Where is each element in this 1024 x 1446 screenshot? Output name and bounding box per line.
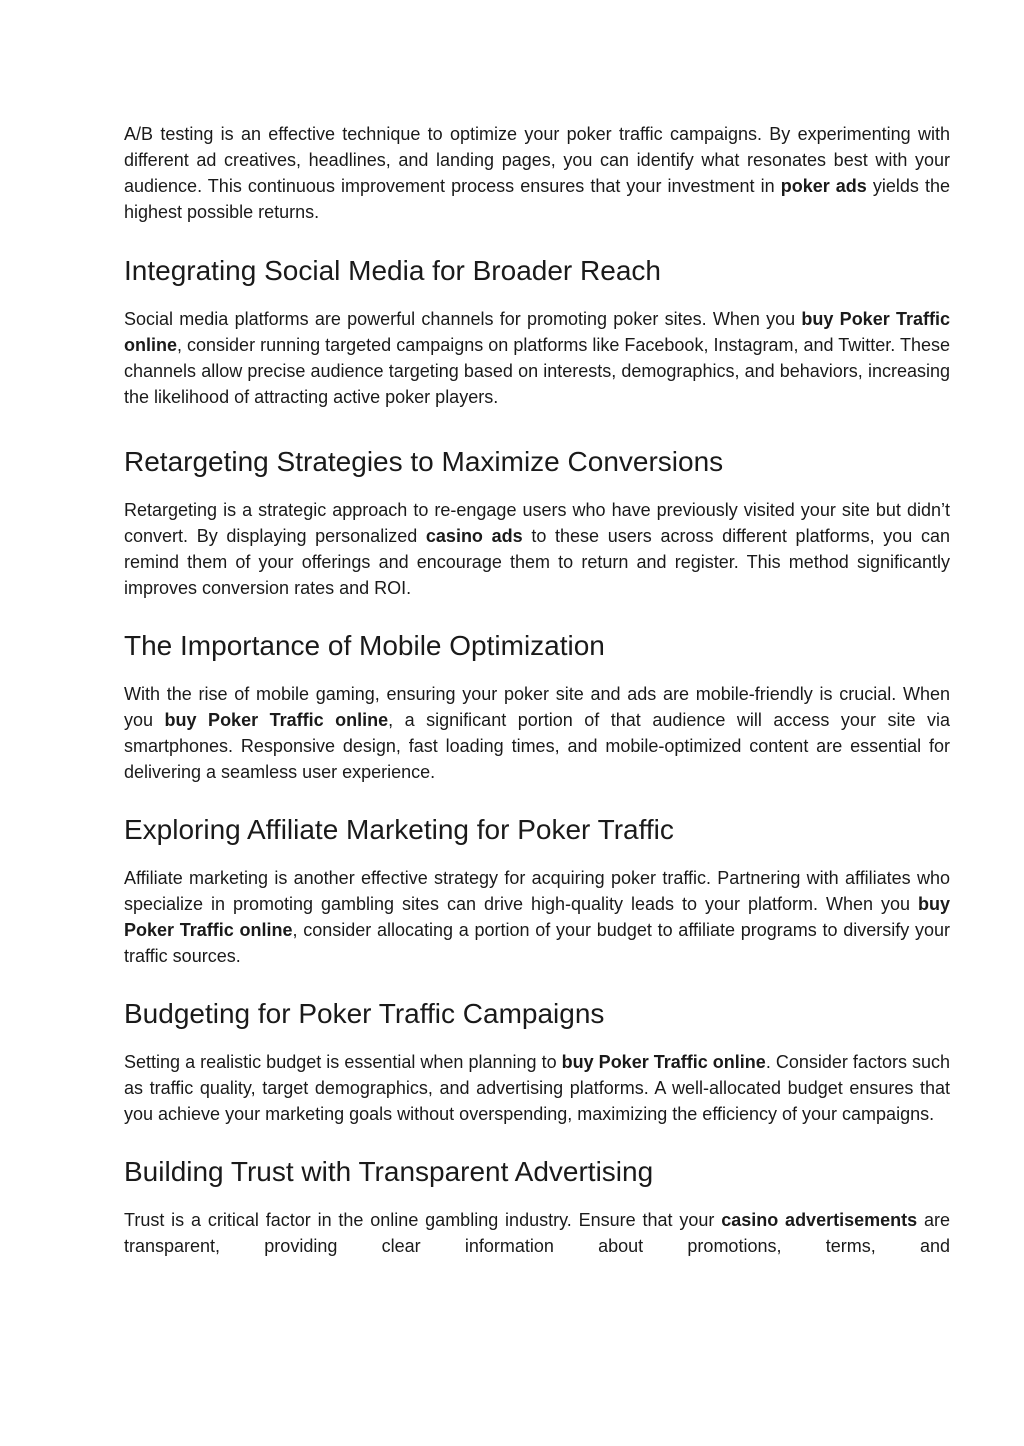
paragraph-mobile-optimization [124, 681, 950, 785]
document-page [124, 121, 950, 1259]
paragraph-retargeting [124, 497, 950, 601]
heading-building-trust: Building Trust with Transparent Advertising [124, 1156, 654, 1187]
bold-keyword: buy Poker Traffic online [124, 894, 950, 940]
paragraph-ab-testing [124, 121, 950, 225]
bold-keyword: buy Poker Traffic online [561, 1052, 766, 1072]
paragraph-text: to these users across different platforms, you can remind them of your offerings and encourage them to return and register. This method significantly improves conversion rates and ROI. [124, 526, 950, 598]
paragraph-text: Setting a realistic budget is essential when planning to [124, 1052, 562, 1072]
heading-mobile-optimization: The Importance of Mobile Optimization [124, 630, 605, 661]
bold-keyword: casino advertisements [721, 1210, 918, 1230]
bold-keyword: buy Poker Traffic online [124, 309, 950, 355]
paragraph-text: Affiliate marketing is another effective strategy for acquiring poker traffic. Partnering with affiliates who specialize in promoting gambling sites can drive high-quality leads to your platform. When you [124, 868, 950, 914]
heading-budgeting: Budgeting for Poker Traffic Campaigns [124, 998, 605, 1029]
heading-retargeting: Retargeting Strategies to Maximize Conversions [124, 446, 724, 477]
paragraph-text: A/B testing is an effective technique to optimize your poker traffic campaigns. By experimenting with different ad creatives, headlines, and landing pages, you can identify what resonates best with your audience. This continuous improvement process ensures that your investment in [124, 124, 950, 196]
paragraph-text: , consider running targeted campaigns on platforms like Facebook, Instagram, and Twitter. These channels allow precise audience targeting based on interests, demographics, and behaviors, increasing the likelihood of attracting active poker players. [124, 335, 950, 407]
paragraph-text: . Consider factors such as traffic quality, target demographics, and advertising platforms. A well-allocated budget ensures that you achieve your marketing goals without overspending, maximizing the efficiency of your campaigns. [124, 1052, 951, 1124]
bold-keyword: buy Poker Traffic online [164, 710, 389, 730]
paragraph-text: Trust is a critical factor in the online gambling industry. Ensure that your [124, 1210, 722, 1230]
paragraph-text: Social media platforms are powerful channels for promoting poker sites. When you [124, 309, 802, 329]
paragraph-social-media [124, 306, 950, 410]
paragraph-building-trust [124, 1207, 950, 1259]
paragraph-text: , consider allocating a portion of your budget to affiliate programs to diversify your traffic sources. [124, 920, 950, 966]
bold-keyword: poker ads [780, 176, 867, 196]
paragraph-text: yields the highest possible returns. [124, 176, 950, 222]
heading-social-media: Integrating Social Media for Broader Reach [124, 255, 661, 286]
heading-affiliate-marketing: Exploring Affiliate Marketing for Poker Traffic [124, 814, 674, 845]
paragraph-text: With the rise of mobile gaming, ensuring your poker site and ads are mobile-friendly is crucial. When you [124, 684, 950, 730]
paragraph-text: are transparent, providing clear information about promotions, terms, and [124, 1210, 950, 1256]
paragraph-text: , a significant portion of that audience will access your site via smartphones. Responsive design, fast loading times, and mobile-optimized content are essential for delivering a seamless user experience. [124, 710, 950, 782]
paragraph-text: Retargeting is a strategic approach to re-engage users who have previously visited your site but didn’t convert. By displaying personalized [124, 500, 950, 546]
paragraph-budgeting [124, 1049, 950, 1127]
bold-keyword: casino ads [425, 526, 523, 546]
paragraph-affiliate-marketing [124, 865, 950, 969]
